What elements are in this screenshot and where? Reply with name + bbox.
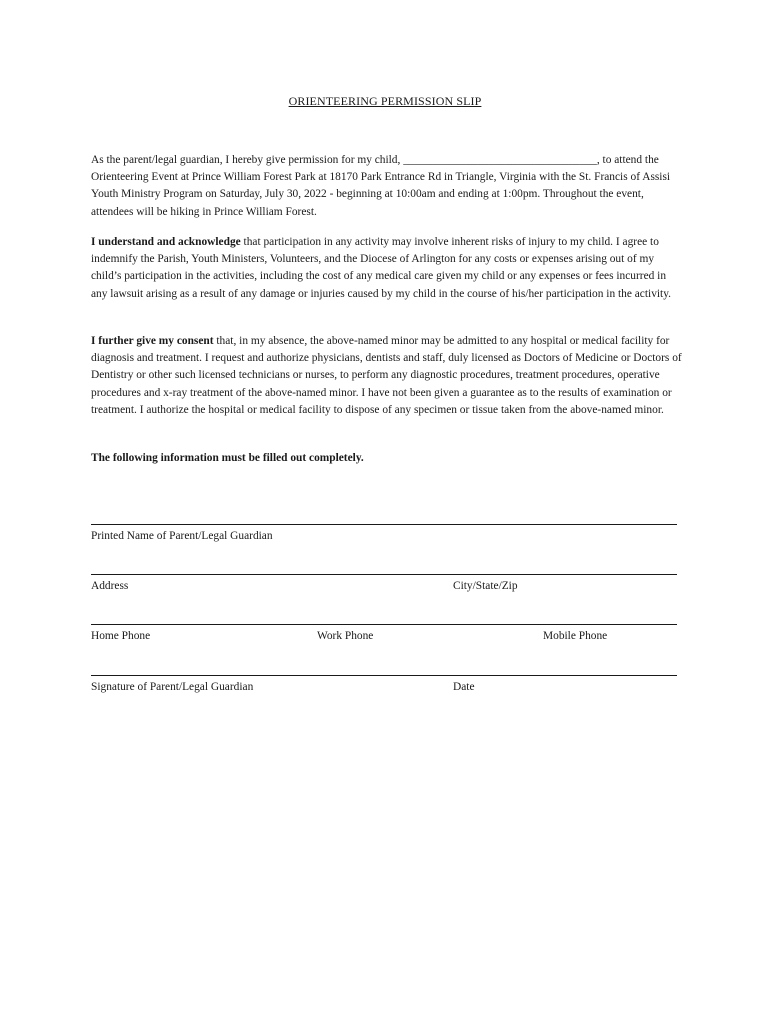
printed-name-line[interactable] xyxy=(91,524,677,525)
intro-paragraph: As the parent/legal guardian, I hereby give permission for my child, __________________________________, to attend the Orienteering Event at Prince William Forest Park at 18170 Park Entrance Rd in Triangle, Virginia with the St. Francis of Assisi Youth Ministry Program on Saturday, July 30, 2022 - beginning at 10:00am and ending at 1:00pm. Throughout the event, attendees will be hiking in Prince William Forest. xyxy=(91,154,671,218)
phone-line[interactable] xyxy=(91,624,677,625)
acknowledge-lead: I understand and acknowledge xyxy=(91,236,241,248)
consent-text: that, in my absence, the above-named minor may be admitted to any hospital or medical facility for diagnosis and treatment. I request and authorize physicians, dentists and staff, duly licensed as Doctors of Medicine or Doctors of Dentistry or other such licensed technicians or nurses, to perform any diagnostic procedures, treatment procedures, operative procedures and x-ray treatment of the above-named minor. I have not been given a guarantee as to the results of examination or treatment. I authorize the hospital or medical facility to dispose of any specimen or tissue taken from the above-named minor. xyxy=(91,335,682,416)
work-phone-label: Work Phone xyxy=(317,630,374,642)
consent-paragraph xyxy=(91,333,683,419)
mobile-phone-label: Mobile Phone xyxy=(543,630,608,642)
acknowledge-text: that participation in any activity may involve inherent risks of injury to my child. I agree to indemnify the Parish, Youth Ministers, Volunteers, and the Diocese of Arlington for any costs or expenses arising out of my child’s participation in the activities, including the cost of any medical care given my child or any expenses or fees incurred in any lawsuit arising as a result of any damage or injuries caused by my child in the course of his/her participation in the activity. xyxy=(91,236,672,300)
printed-name-label: Printed Name of Parent/Legal Guardian xyxy=(91,530,273,542)
city-state-zip-label: City/State/Zip xyxy=(453,580,518,592)
consent-lead: I further give my consent xyxy=(91,335,214,347)
signature-line[interactable] xyxy=(91,675,677,676)
home-phone-label: Home Phone xyxy=(91,630,151,642)
date-label: Date xyxy=(453,681,475,693)
address-label: Address xyxy=(91,580,129,592)
document-title: ORIENTEERING PERMISSION SLIP xyxy=(288,94,482,108)
address-line[interactable] xyxy=(91,574,677,575)
instruction-text: The following information must be filled out completely. xyxy=(91,452,364,464)
acknowledge-paragraph xyxy=(91,234,683,303)
signature-label: Signature of Parent/Legal Guardian xyxy=(91,681,254,693)
